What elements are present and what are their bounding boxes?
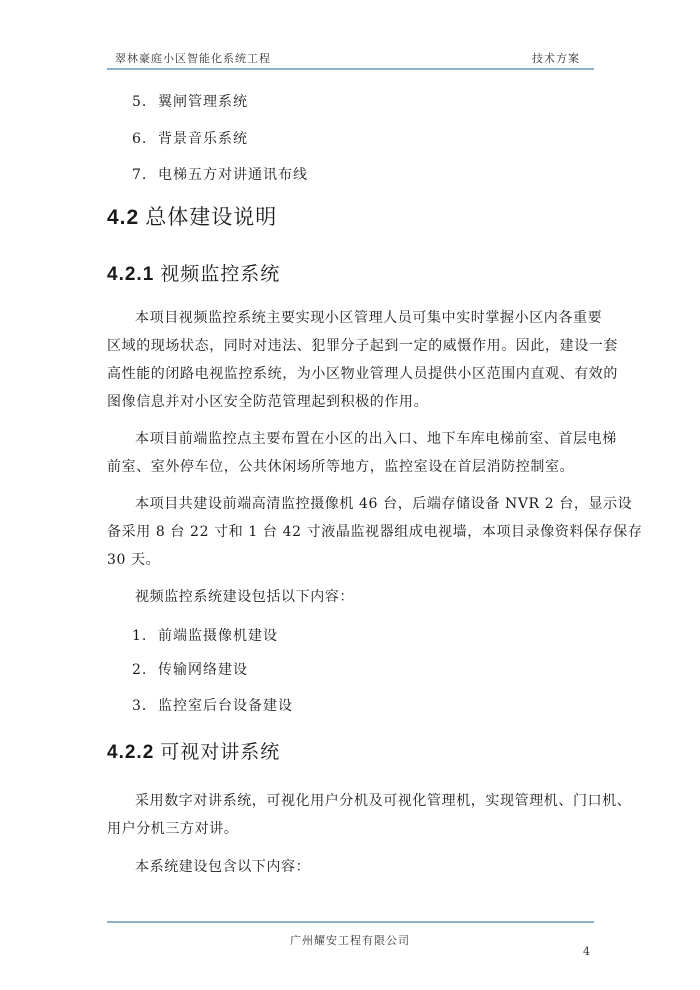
paragraph-line: 用户分机三方对讲。 [107, 821, 239, 837]
paragraph-monitor-points [107, 425, 617, 481]
paragraph-line: 本项目共建设前端高清监控摄像机 46 台，后端存储设备 NVR 2 台，显示设 [135, 496, 633, 512]
list-item-text: 背景音乐系统 [158, 131, 248, 147]
paragraph-video-intro [107, 304, 618, 416]
list-item [132, 91, 248, 111]
paragraph-line: 30 天。 [107, 552, 161, 568]
list-item-number: 6. [132, 131, 148, 147]
list-item-text: 前端监摄像机建设 [158, 628, 278, 644]
paragraph-line: 本项目前端监控点主要布置在小区的出入口、地下车库电梯前室、首层电梯 [135, 431, 617, 447]
header-divider [107, 68, 594, 70]
header-doc-type: 技术方案 [532, 52, 580, 65]
paragraph-intercom-intro [107, 787, 632, 843]
list-item [132, 695, 293, 715]
section-heading-4-2 [107, 201, 277, 231]
list-item [132, 625, 278, 645]
page-number: 4 [583, 945, 590, 958]
paragraph-line: 采用数字对讲系统，可视化用户分机及可视化管理机，实现管理机、门口机、 [135, 793, 632, 809]
header-project-title: 翠林豪庭小区智能化系统工程 [115, 52, 271, 65]
paragraph-contents-intro [107, 583, 601, 611]
page-header [107, 48, 594, 66]
list-item-number: 3. [132, 698, 148, 714]
section-title: 总体建设说明 [145, 205, 278, 229]
section-heading-4-2-2 [107, 737, 280, 764]
list-item-number: 5. [132, 94, 148, 110]
section-heading-4-2-1 [107, 259, 280, 286]
list-item-number: 2. [132, 662, 148, 678]
section-number: 4.2 [107, 206, 140, 229]
paragraph-line: 高性能的闭路电视监控系统，为小区物业管理人员提供小区范围内直观、有效的 [107, 366, 618, 382]
list-item-text: 电梯五方对讲通讯布线 [158, 167, 308, 183]
section-title: 可视对讲系统 [160, 741, 281, 763]
list-item-text: 翼闸管理系统 [158, 94, 248, 110]
paragraph-line: 前室、室外停车位，公共休闲场所等地方，监控室设在首层消防控制室。 [107, 459, 575, 475]
footer-company-name: 广州耀安工程有限公司 [290, 934, 410, 947]
paragraph-line: 区域的现场状态，同时对违法、犯罪分子起到一定的威慑作用。因此，建设一套 [107, 338, 618, 354]
list-item-text: 传输网络建设 [158, 662, 248, 678]
paragraph-equipment [107, 490, 643, 574]
section-number: 4.2.2 [107, 742, 155, 763]
paragraph-line: 本系统建设包含以下内容： [135, 859, 311, 875]
paragraph-line: 本项目视频监控系统主要实现小区管理人员可集中实时掌握小区内各重要 [135, 310, 603, 326]
section-number: 4.2.1 [107, 264, 155, 285]
paragraph-line: 备采用 8 台 22 寸和 1 台 42 寸液晶监视器组成电视墙，本项目录像资料保存保存 [107, 524, 643, 540]
list-item-text: 监控室后台设备建设 [158, 698, 293, 714]
footer-divider [107, 921, 594, 923]
paragraph-line: 图像信息并对小区安全防范管理起到积极的作用。 [107, 394, 429, 410]
list-item [132, 128, 248, 148]
list-item [132, 164, 308, 184]
list-item [132, 659, 248, 679]
section-title: 视频监控系统 [160, 263, 281, 285]
list-item-number: 7. [132, 167, 148, 183]
paragraph-intercom-contents [107, 853, 601, 881]
list-item-number: 1. [132, 628, 148, 644]
paragraph-line: 视频监控系统建设包括以下内容： [135, 589, 354, 605]
